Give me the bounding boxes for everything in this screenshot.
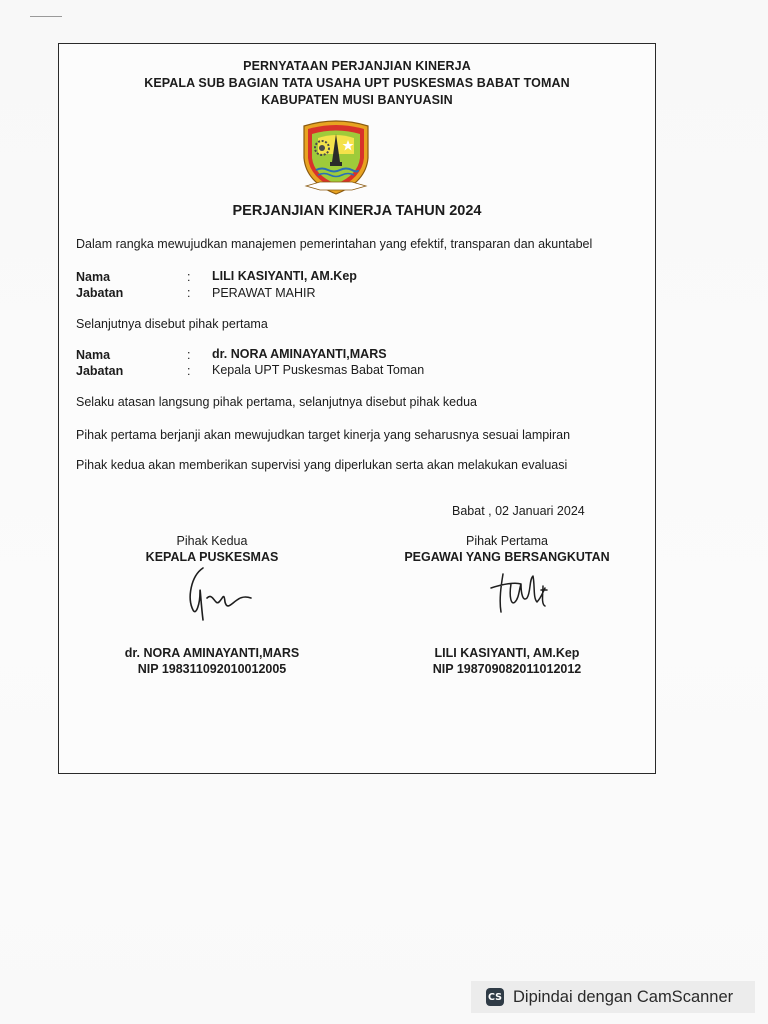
signature-block-pihak-pertama: [377, 534, 637, 684]
first-party-note: Selanjutnya disebut pihak pertama: [76, 317, 268, 331]
signatory-name: dr. NORA AMINAYANTI,MARS: [124, 646, 300, 660]
first-party-nama-label: Nama: [76, 270, 111, 284]
signature-role: Pihak Pertama: [466, 534, 548, 548]
header-line-3: KABUPATEN MUSI BANYUASIN: [261, 93, 453, 107]
second-party-nama-value: dr. NORA AMINAYANTI,MARS: [212, 347, 387, 361]
intro-paragraph: Dalam rangka mewujudkan manajemen pemerintahan yang efektif, transparan dan akuntabel: [76, 237, 593, 251]
document-frame: [58, 43, 656, 774]
second-party-nama-colon: :: [187, 348, 191, 362]
second-party-jabatan-label: Jabatan: [76, 364, 124, 378]
first-party-jabatan-colon: :: [187, 286, 191, 300]
document-title: PERJANJIAN KINERJA TAHUN 2024: [232, 203, 482, 219]
second-party-jabatan-value: Kepala UPT Puskesmas Babat Toman: [212, 363, 425, 377]
scan-artifact-line: [30, 16, 62, 17]
statement-second-party: Pihak kedua akan memberikan supervisi yang diperlukan serta akan melakukan evaluasi: [76, 458, 568, 472]
second-party-nama-label: Nama: [76, 348, 111, 362]
signature-title: PEGAWAI YANG BERSANGKUTAN: [404, 550, 610, 564]
handwritten-signature-lili: [475, 562, 565, 626]
regency-emblem-icon: [300, 118, 372, 196]
place-and-date: Babat , 02 Januari 2024: [452, 504, 585, 518]
camscanner-logo-icon: CS: [486, 988, 504, 1006]
signature-title: KEPALA PUSKESMAS: [145, 550, 279, 564]
signatory-name: LILI KASIYANTI, AM.Kep: [434, 646, 580, 660]
signatory-nip: NIP 198311092010012005: [137, 662, 287, 676]
statement-first-party: Pihak pertama berjanji akan mewujudkan target kinerja yang seharusnya sesuai lampiran: [76, 428, 571, 442]
handwritten-signature-nora: [169, 562, 259, 626]
first-party-nama-colon: :: [187, 270, 191, 284]
camscanner-text: Dipindai dengan CamScanner: [513, 987, 734, 1006]
first-party-jabatan-label: Jabatan: [76, 286, 124, 300]
first-party-nama-value: LILI KASIYANTI, AM.Kep: [212, 269, 357, 283]
header-line-1: PERNYATAAN PERJANJIAN KINERJA: [243, 59, 471, 73]
signature-role: Pihak Kedua: [176, 534, 248, 548]
second-party-jabatan-colon: :: [187, 364, 191, 378]
signatory-nip: NIP 198709082011012012: [432, 662, 582, 676]
signature-block-pihak-kedua: [107, 534, 317, 684]
second-party-note: Selaku atasan langsung pihak pertama, selanjutnya disebut pihak kedua: [76, 395, 477, 409]
first-party-jabatan-value: PERAWAT MAHIR: [212, 286, 316, 300]
header-line-2: KEPALA SUB BAGIAN TATA USAHA UPT PUSKESMAS BABAT TOMAN: [144, 76, 570, 90]
camscanner-watermark: [471, 981, 755, 1013]
